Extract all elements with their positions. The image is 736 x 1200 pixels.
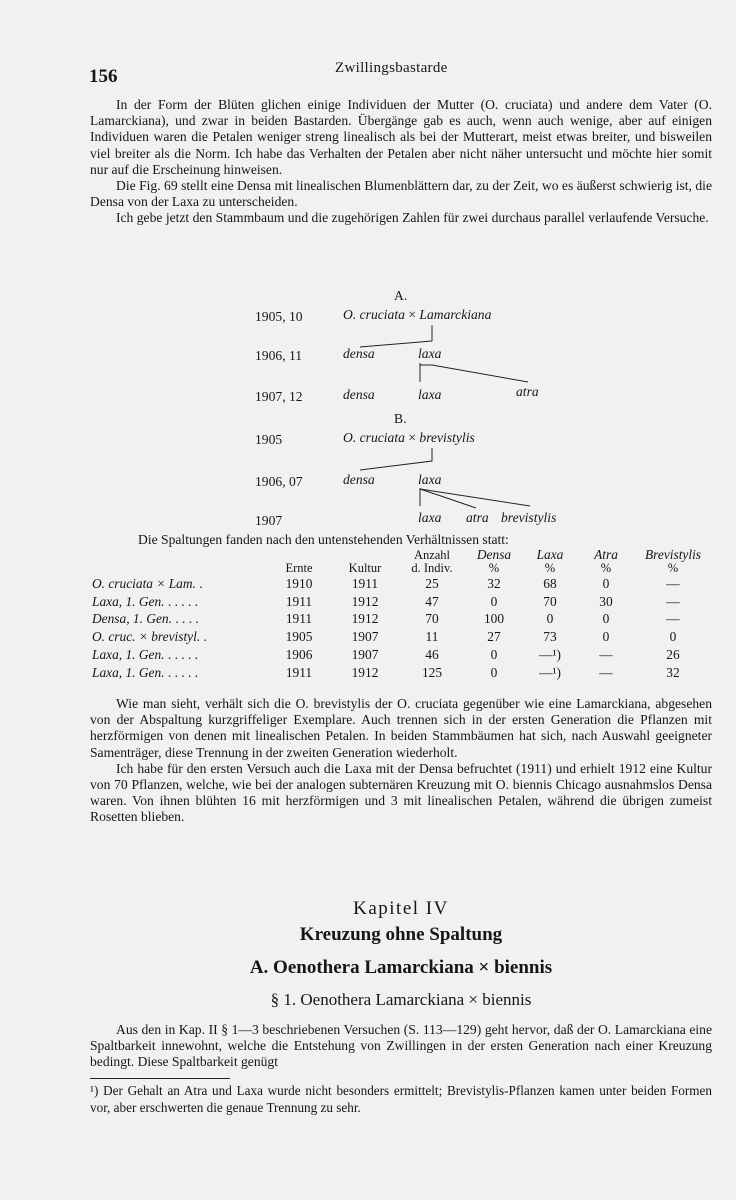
table-intro: Die Spaltungen fanden nach den untenstehenden Verhältnissen statt: (138, 532, 509, 547)
leader-dots: . . . . . (164, 647, 199, 663)
pedigree-a-atra: atra (516, 384, 539, 399)
data-table (90, 548, 712, 682)
row-brevistylis-cell: 0 (669, 629, 677, 645)
row-anzahl-cell: 11 (425, 629, 439, 645)
row-laxa-cell: 73 (543, 629, 557, 645)
paragraph-3: Ich gebe jetzt den Stammbaum und die zugehörigen Zahlen für zwei durchaus parallel verlaufende Versuche. (116, 210, 709, 226)
col-name (90, 548, 266, 575)
row-densa-cell: 100 (483, 611, 505, 627)
pedigree-b-year-3: 1907 (255, 513, 283, 528)
table-row (90, 575, 712, 593)
cross-sign: × (408, 430, 416, 445)
chapter-number: Kapitel IV (353, 898, 449, 919)
pedigree-a-year-1: 1905, 10 (255, 309, 303, 324)
row-ernte-cell: 1911 (285, 611, 313, 627)
pedigree-a-line-1 (360, 325, 432, 347)
row-name-cell (90, 646, 266, 664)
row-anzahl-cell: 25 (425, 575, 439, 591)
paragraph-5: Ich habe für den ersten Versuch auch die Laxa mit der Densa befruchtet (1911) und erhielt 1912 eine Kultur von 70 Pflanzen, welche, wie bei der analogen subternären Kreuzung mit O. biennis Chicago ausnahmslos Densa waren. Von ihnen blühten 16 mit herzförmigen und 3 mit linealischen Petalen, während die übrigen zumeist Rosetten blieben. (90, 760, 712, 825)
pedigree-b-laxa-2: laxa (418, 510, 442, 525)
row-laxa-cell: 0 (546, 611, 554, 627)
pedigree-a-year-2: 1906, 11 (255, 348, 303, 363)
row-densa-cell: 27 (487, 629, 501, 645)
col-kultur: Kultur (348, 561, 382, 575)
row-kultur-cell: 1907 (351, 629, 379, 645)
row-brevistylis-cell: 26 (666, 647, 680, 663)
row-ernte-cell: 1910 (285, 575, 313, 591)
row-atra-cell: — (599, 664, 613, 680)
pedigree-a-parent1: O. cruciata (343, 307, 405, 322)
row-atra-cell: 0 (602, 575, 610, 591)
row-label: O. cruc. × brevistyl. (92, 629, 201, 645)
pedigree-a-laxa: laxa (418, 346, 442, 361)
row-name-cell (90, 575, 266, 593)
col-ernte: Ernte (285, 561, 313, 575)
leader-dots: . (195, 575, 203, 591)
pedigree-a-densa: densa (343, 346, 375, 361)
paragraph-1: In der Form der Blüten glichen einige Individuen der Mutter (O. cruciata) und andere dem Vater (O. Lamarckiana), und zwar in beiden Bastarden. Übergänge gab es auch, wenn auch wenige, aber auf einigen Individuen waren die Petalen weniger streng linealisch als bei der Mutterart, meist etwas breiter, und bisweilen viel breiter als die Norm. Ich habe das Verhalten der Petalen aber nicht näher untersucht und möchte hier somit nur auf die Erscheinung hinweisen. (90, 97, 712, 177)
row-densa-cell: 32 (487, 575, 501, 591)
row-ernte-cell: 1911 (285, 593, 313, 609)
paragraph-6: Aus den in Kap. II § 1—3 beschriebenen Versuchen (S. 113—129) geht hervor, daß der O. Lamarckiana eine Spaltbarkeit innewohnt, welche die Entstehung von Zwillingen in der ersten Generation nach einer Kreuzung bedingt. Diese Spaltbarkeit genügt (90, 1022, 712, 1070)
row-ernte-cell: 1911 (285, 664, 313, 680)
row-anzahl-cell: 125 (421, 664, 443, 680)
pedigree-b-label: B. (394, 411, 407, 426)
table-row (90, 628, 712, 646)
leader-dots: . (200, 629, 207, 645)
row-densa-cell: 0 (490, 664, 498, 680)
pedigree-a-line-3 (420, 365, 528, 382)
footnote: ¹) Der Gehalt an Atra und Laxa wurde nicht besonders ermittelt; Brevistylis-Pflanzen kamen unter beiden Formen vor, aber erschwerten die genaue Trennung zu sehr. (90, 1083, 712, 1115)
pedigree-b-brevistylis: brevistylis (501, 510, 557, 525)
leader-dots: . . . . . (164, 593, 199, 609)
col-anzahl: Anzahl d. Indiv. (411, 548, 453, 575)
chapter-title: Kreuzung ohne Spaltung (299, 924, 503, 945)
pedigree-b-parent2: brevistylis (419, 430, 475, 445)
row-atra-cell: — (599, 647, 613, 663)
pedigree-b-laxa: laxa (418, 472, 442, 487)
row-label: Laxa, 1. Gen. (92, 664, 165, 680)
row-densa-cell: 0 (490, 593, 498, 609)
footnote-rule (90, 1078, 230, 1079)
table-row (90, 593, 712, 611)
col-brevistylis: Brevistylis % (644, 547, 702, 575)
row-label: Laxa, 1. Gen. (92, 593, 165, 609)
row-kultur-cell: 1911 (351, 575, 379, 591)
pedigree-b-line-4 (420, 489, 530, 506)
pedigree-b-year-1: 1905 (255, 432, 283, 447)
row-atra-cell: 0 (602, 629, 610, 645)
paragraph-4: Wie man sieht, verhält sich die O. brevistylis der O. cruciata gegenüber wie eine Lamarckiana, abgesehen von der Abspaltung kurzgriffeliger Exemplare. Auch trennen sich in der ersten Generation die Pflanzen mit herzförmigen von denen mit linealischen Petalen. In beiden Stammbäumen hat sich, nach Auswahl geeigneter Samenträger, diese Trennung in der zweiten Generation wiederholt. (90, 696, 712, 760)
row-laxa-cell: —¹) (539, 647, 561, 663)
running-title: Zwillingsbastarde (335, 60, 448, 76)
row-brevistylis-cell: 32 (666, 664, 680, 680)
discussion-text (90, 696, 712, 826)
row-kultur-cell: 1912 (351, 593, 379, 609)
row-brevistylis-cell: — (666, 611, 680, 627)
row-anzahl-cell: 70 (425, 611, 439, 627)
col-atra: Atra % (594, 547, 618, 575)
section-a-heading: A. Oenothera Lamarckiana × biennis (249, 957, 553, 978)
leader-dots: . . . . (171, 611, 199, 627)
pedigree-a-label: A. (394, 288, 408, 303)
row-brevistylis-cell: — (666, 593, 680, 609)
row-laxa-cell: —¹) (539, 664, 561, 680)
row-ernte-cell: 1906 (285, 647, 313, 663)
pedigree-b-densa: densa (343, 472, 375, 487)
row-kultur-cell: 1907 (351, 647, 379, 663)
row-name-cell (90, 611, 266, 629)
row-densa-cell: 0 (490, 647, 498, 663)
pedigree-a-parent2: Lamarckiana (419, 307, 492, 322)
table-header-row (90, 548, 712, 575)
col-densa: Densa % (476, 547, 512, 575)
pedigree-b-year-2: 1906, 07 (255, 474, 303, 489)
row-label: Laxa, 1. Gen. (92, 647, 165, 663)
row-name-cell (90, 628, 266, 646)
row-name-cell (90, 593, 266, 611)
pedigree-b-line-3 (420, 489, 476, 508)
row-laxa-cell: 68 (543, 575, 557, 591)
table-row (90, 611, 712, 629)
leader-dots: . . . . . (164, 664, 199, 680)
row-label: Densa, 1. Gen. (92, 611, 172, 627)
section-1-heading: § 1. Oenothera Lamarckiana × biennis (270, 990, 532, 1009)
row-brevistylis-cell: — (666, 575, 680, 591)
pedigree-a-laxa-2: laxa (418, 387, 442, 402)
row-kultur-cell: 1912 (351, 664, 379, 680)
pedigree-b-parent1: O. cruciata (343, 430, 405, 445)
final-text (90, 1022, 712, 1071)
table-row (90, 646, 712, 664)
row-name-cell (90, 664, 266, 682)
paragraph-2: Die Fig. 69 stellt eine Densa mit linealischen Blumenblättern dar, zu der Zeit, wo es äußerst schwierig ist, die Densa von der Laxa zu unterscheiden. (90, 178, 712, 210)
row-ernte-cell: 1905 (285, 629, 313, 645)
col-laxa: Laxa % (536, 547, 564, 575)
pedigree-b-atra: atra (466, 510, 489, 525)
pedigree-b-line-1 (360, 448, 432, 470)
pedigree-a-year-3: 1907, 12 (255, 389, 303, 404)
row-atra-cell: 0 (602, 611, 610, 627)
row-laxa-cell: 70 (543, 593, 557, 609)
row-atra-cell: 30 (599, 593, 613, 609)
pedigree-a-densa-2: densa (343, 387, 375, 402)
cross-sign: × (408, 307, 416, 322)
page-number: 156 (89, 66, 118, 87)
row-anzahl-cell: 47 (425, 593, 439, 609)
row-anzahl-cell: 46 (425, 647, 439, 663)
table-row (90, 664, 712, 682)
row-label: O. cruciata × Lam. (92, 575, 196, 591)
row-kultur-cell: 1912 (351, 611, 379, 627)
